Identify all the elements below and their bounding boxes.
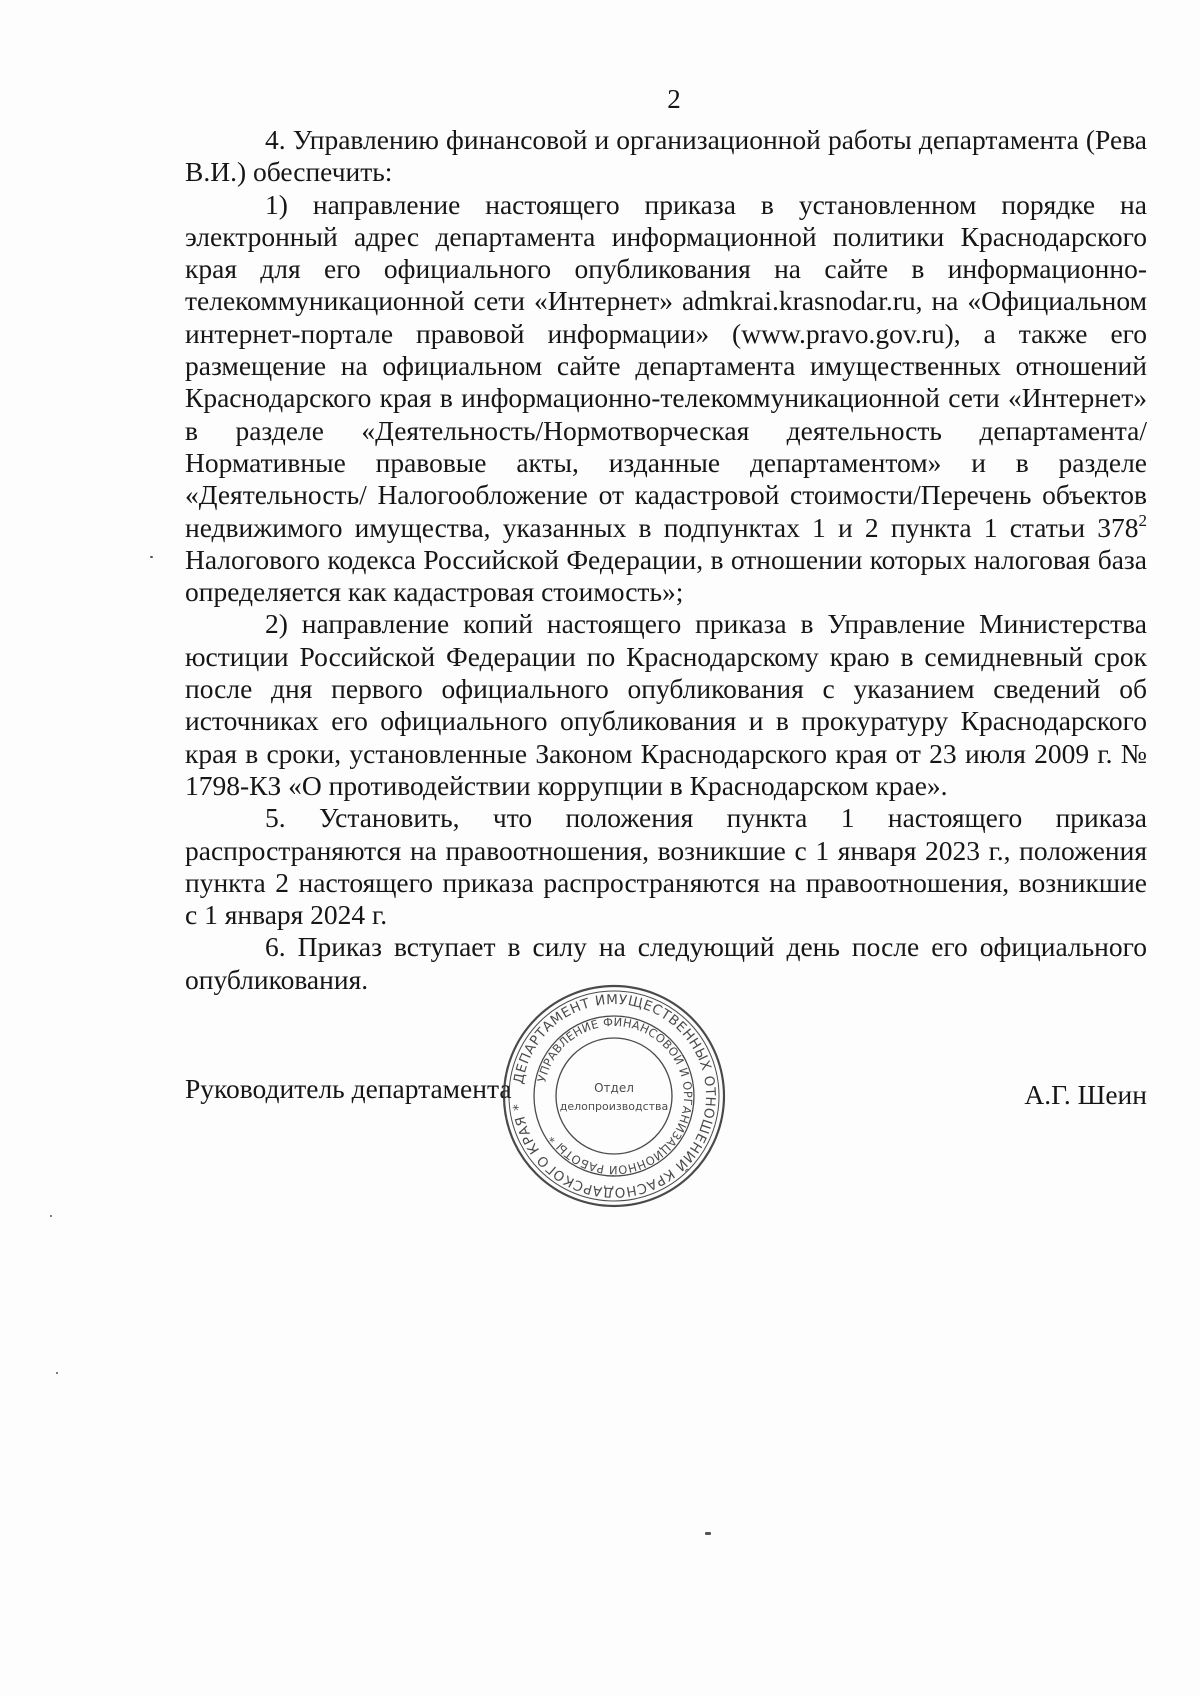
scan-speck: [56, 1372, 58, 1374]
signatory-name: А.Г. Шеин: [1024, 1079, 1147, 1110]
paragraph-6: 6. Приказ вступает в силу на следующий день после его официального опубликования.: [185, 931, 1147, 995]
document-body: [185, 124, 1147, 996]
seal-inner-ring: [556, 1038, 672, 1154]
paragraph-4: 4. Управлению финансовой и организационной работы департамента (Рева В.И.) обеспечить:: [185, 124, 1147, 188]
paragraph-4-item-1-text-after: Налогового кодекса Российской Федерации, в отношении которых налоговая база определяется как кадастровая стоимость»;: [185, 543, 1147, 608]
paragraph-5: 5. Установить, что положения пункта 1 настоящего приказа распространяются на правоотношения, возникшие с 1 января 2023 г., положения пункта 2 настоящего приказа распространяются на правоотношения, возникшие с 1 января 2024 г.: [185, 802, 1147, 931]
seal-center-line-1: Отдел: [594, 1081, 634, 1095]
seal-inner-text: УПРАВЛЕНИЕ ФИНАНСОВОЙ И ОРГАНИЗАЦИОННОЙ РАБОТЫ *: [534, 1014, 696, 1178]
page-number: 2: [667, 84, 681, 114]
article-number: 378: [1097, 511, 1139, 543]
seal-outer-text: ДЕПАРТАМЕНТ ИМУЩЕСТВЕННЫХ ОТНОШЕНИЙ КРАСНОДАРСКОГО КРАЯ *: [510, 991, 719, 1201]
article-superscript: 2: [1138, 510, 1148, 530]
seal-center-line-2: делопроизводства: [559, 1100, 669, 1113]
scan-speck: [50, 1215, 52, 1217]
paragraph-4-item-1-text: 1) направление настоящего приказа в установленном порядке на электронный адрес департамента информационной политики Краснодарского края для его официального опубликования на сайте в информационно-телекоммуникационной сети «Интернет» admkrai.krasnodar.ru, на «Официальном интернет-портале правовой информации» (www.pravo.gov.ru), а также его размещение на официальном сайте департамента имущественных отношений Краснодарского края в информационно-телекоммуникационной сети «Интернет» в разделе «Деятельность/Нормотворческая деятельность департамента/Нормативные правовые акты, изданные департаментом» и в разделе «Деятельность/ Налогообложение от кадастровой стоимости/Перечень объектов недвижимого имущества, указанных в подпунктах 1 и 2 пункта 1 статьи: [185, 188, 1147, 543]
official-seal: [500, 982, 728, 1210]
paragraph-4-item-2: 2) направление копий настоящего приказа в Управление Министерства юстиции Российской Федерации по Краснодарскому краю в семидневный срок после дня первого официального опубликования с указанием сведений об источниках его официального опубликования и в прокуратуру Краснодарского края в сроки, установленные Законом Краснодарского края от 23 июля 2009 г. № 1798-КЗ «О противодействии коррупции в Краснодарском крае».: [185, 608, 1147, 801]
scan-speck: [705, 1532, 711, 1535]
scan-speck: [150, 556, 153, 558]
signatory-title: Руководитель департамента: [185, 1073, 512, 1104]
paragraph-4-item-1: [185, 189, 1147, 609]
